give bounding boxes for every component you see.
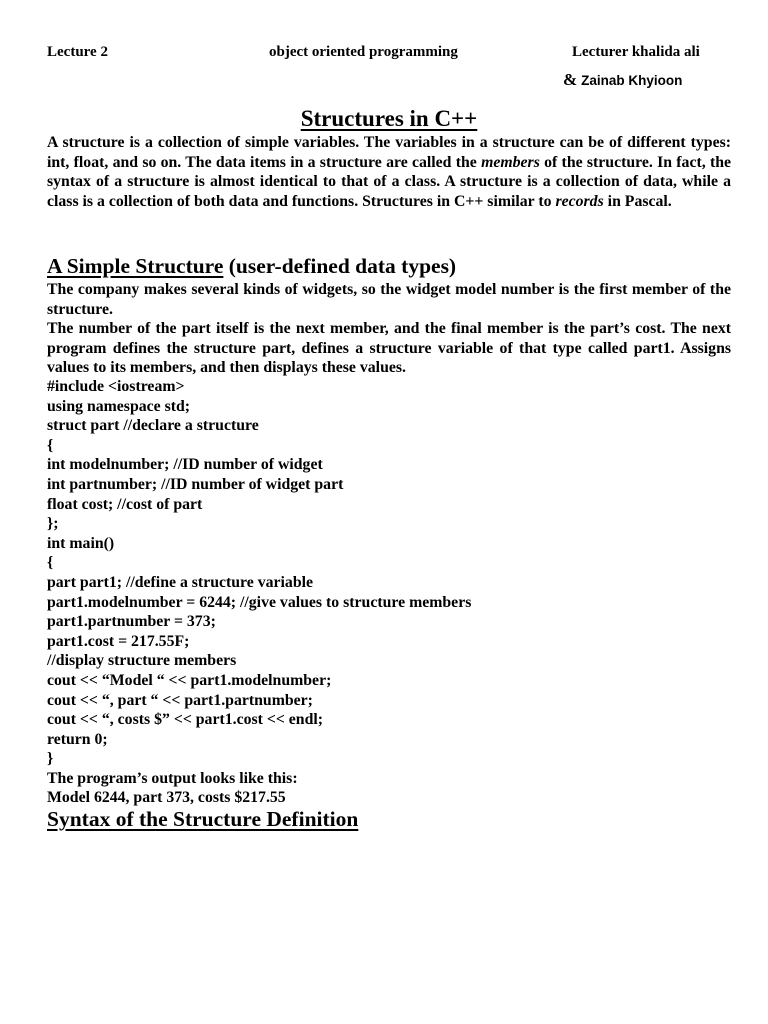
code-line: part part1; //define a structure variable <box>47 573 314 591</box>
header-co-lecturer: Zainab Khyioon <box>581 73 683 88</box>
intro-text-1: A structure is a collection of simple variables. The variables in a structure can be of different types: int, float, and so on. The data items in a structure are called the <box>47 134 731 171</box>
header-lecturer: Lecturer khalida ali <box>572 44 700 60</box>
code-line: }; <box>47 515 59 533</box>
code-line: using namespace std; <box>47 397 191 415</box>
header-lecture: Lecture 2 <box>47 44 108 60</box>
section-heading-underlined: A Simple Structure <box>47 254 224 278</box>
code-line: return 0; <box>47 730 108 748</box>
code-line: cout << “Model “ << part1.modelnumber; <box>47 671 332 689</box>
code-line: part1.cost = 217.55F; <box>47 632 190 650</box>
intro-records-word: records <box>555 192 604 210</box>
code-line: } <box>47 750 54 768</box>
code-line: { <box>47 554 54 572</box>
code-line: struct part //declare a structure <box>47 417 259 435</box>
intro-paragraph <box>47 133 731 211</box>
code-line: #include <iostream> <box>47 378 185 395</box>
section-heading-simple-structure <box>47 254 456 279</box>
header-ampersand: & <box>563 70 578 89</box>
code-line: cout << “, part “ << part1.partnumber; <box>47 691 313 709</box>
code-line: float cost; //cost of part <box>47 495 203 513</box>
code-line: int partnumber; //ID number of widget part <box>47 475 344 493</box>
code-line: { <box>47 436 54 454</box>
intro-text-2: of the structure. In fact, the syntax of a structure is almost identical to that of a class. A structure is a collection of data, while a class is a collection of both data and functions. Structures in C++ similar to <box>47 153 732 210</box>
header-course: object oriented programming <box>269 44 458 60</box>
code-line: Model 6244, part 373, costs $217.55 <box>47 789 286 807</box>
page-title: Structures in C++ <box>300 106 478 131</box>
section1-paragraph-1: The company makes several kinds of widgets, so the widget model number is the first member of the structure. <box>47 281 731 318</box>
code-line: The program’s output looks like this: <box>47 769 298 787</box>
code-listing <box>47 377 471 808</box>
code-line: cout << “, costs $” << part1.cost << endl; <box>47 711 324 729</box>
code-line: part1.modelnumber = 6244; //give values to structure members <box>47 593 472 611</box>
intro-text-3: in Pascal. <box>603 192 672 210</box>
section-heading-rest: (user-defined data types) <box>223 254 457 278</box>
code-line: int main() <box>47 534 115 552</box>
code-line: int modelnumber; //ID number of widget <box>47 456 323 474</box>
header-co-lecturer-line <box>563 70 682 90</box>
section1-paragraph-2: The number of the part itself is the next member, and the final member is the part’s cost. The next program defines the structure part, defines a structure variable of that type called part1. Assigns values to its members, and then displays these values. <box>47 320 731 377</box>
section-heading-syntax: Syntax of the Structure Definition <box>47 807 359 831</box>
code-line: part1.partnumber = 373; <box>47 613 216 631</box>
intro-members-word: members <box>481 153 540 171</box>
code-line: //display structure members <box>47 652 237 670</box>
